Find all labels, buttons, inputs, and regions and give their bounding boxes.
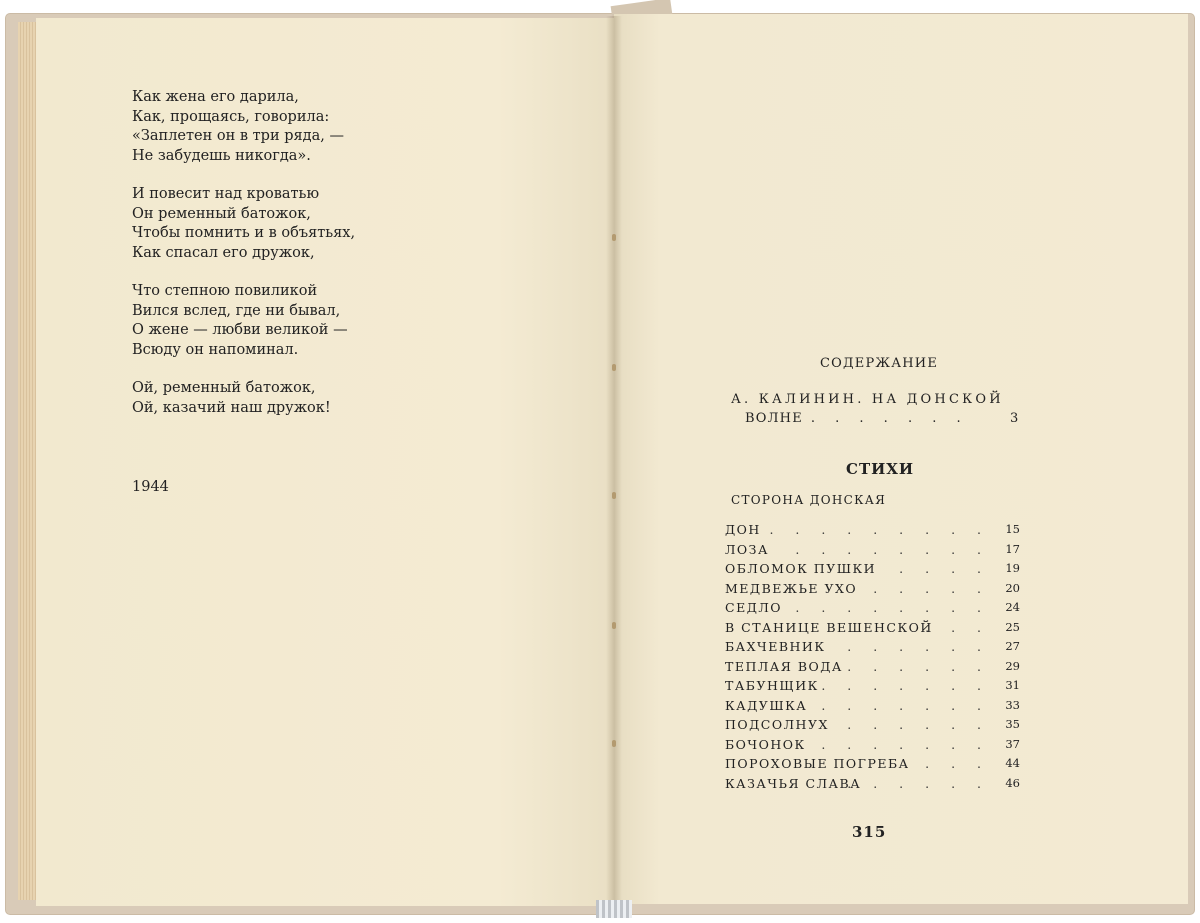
poem-line: «Заплетен он в три ряда, —	[132, 128, 344, 144]
binding-stitch	[612, 622, 616, 629]
binding-stitch	[612, 740, 616, 747]
toc-entry	[725, 522, 1020, 542]
toc-entry	[725, 756, 1020, 776]
toc-entry	[725, 542, 1020, 562]
poem-line: Не забудешь никогда».	[132, 147, 311, 164]
toc-page-number: 33	[1005, 697, 1020, 712]
poem-text	[132, 88, 432, 437]
toc-page-number: 19	[1005, 561, 1020, 575]
toc-page-number: 29	[1005, 658, 1020, 673]
toc-entry-title: ЛОЗА	[725, 541, 769, 557]
toc-leader-dots: . . . . . .	[847, 717, 990, 732]
toc-leader-dots: . . . . . . .	[821, 697, 990, 713]
book-gutter	[606, 16, 622, 906]
toc-leader-dots: . . . . .	[873, 580, 990, 596]
toc-leader-dots: . . . . . . .	[810, 411, 969, 426]
toc-page-number: 15	[1005, 522, 1020, 536]
toc-entry	[725, 737, 1020, 757]
toc-entries	[725, 522, 1020, 795]
toc-entry	[725, 620, 1020, 640]
toc-page-number: 24	[1005, 600, 1020, 614]
toc-entry	[725, 659, 1020, 679]
toc-entry-title: БАХЧЕВНИК	[725, 639, 826, 654]
poem-line: Ой, ременный батожок,	[132, 380, 316, 396]
toc-leader-dots: . . . .	[899, 561, 990, 576]
toc-subsection-title: СТОРОНА ДОНСКАЯ	[731, 493, 887, 507]
toc-leader-dots: . . . . . .	[847, 639, 990, 654]
toc-entry-title: ТАБУНЩИК	[725, 678, 819, 693]
toc-entry	[725, 561, 1020, 581]
toc-page-number: 20	[1005, 580, 1020, 595]
toc-intro-entry	[731, 392, 1031, 426]
toc-page-number: 46	[1005, 775, 1020, 790]
poem-line: И повесит над кроватью	[132, 186, 320, 202]
toc-entry	[725, 698, 1020, 718]
toc-entry-title: КАЗАЧЬЯ СЛАВА	[725, 775, 862, 791]
toc-entry-title: БОЧОНОК	[725, 736, 806, 752]
toc-page-number: 31	[1005, 678, 1020, 692]
binding-stitch	[612, 364, 616, 371]
toc-page-number: 44	[1005, 756, 1020, 770]
poem-line: Как, прощаясь, говорила:	[132, 108, 330, 125]
poem-year: 1944	[132, 479, 169, 495]
toc-intro-continuation	[731, 411, 1031, 426]
toc-entry-title: В СТАНИЦЕ ВЕШЕНСКОЙ	[725, 619, 933, 635]
poem-stanza	[132, 282, 432, 360]
toc-entry-title: МЕДВЕЖЬЕ УХО	[725, 580, 858, 596]
toc-section-title: СТИХИ	[846, 460, 915, 478]
poem-line: Ой, казачий наш дружок!	[132, 399, 331, 416]
poem-line: Вился вслед, где ни бывал,	[132, 302, 341, 319]
toc-entry-title: КАДУШКА	[725, 697, 808, 713]
toc-entry-title: ОБЛОМОК ПУШКИ	[725, 561, 877, 576]
toc-leader-dots: . . . . . . . . .	[769, 522, 990, 537]
toc-entry	[725, 776, 1020, 796]
poem-stanza	[132, 379, 432, 418]
toc-page-number: 27	[1005, 639, 1020, 653]
toc-leader-dots: . . . . . .	[847, 658, 990, 674]
poem-line: Всюду он напоминал.	[132, 341, 299, 358]
toc-entry-title: ДОН	[725, 522, 761, 537]
poem-line: Что степною повиликой	[132, 283, 318, 299]
toc-entry-title: ПОДСОЛНУХ	[725, 717, 829, 732]
toc-page-number: 17	[1005, 541, 1020, 556]
toc-intro-title-end: ВОЛНЕ	[745, 411, 803, 426]
toc-leader-dots: . . .	[925, 619, 990, 635]
poem-line: Чтобы помнить и в объятьях,	[132, 225, 356, 241]
toc-leader-dots: . . . . . . .	[821, 736, 990, 752]
spine-headband	[596, 900, 632, 918]
toc-leader-dots: . . . . . . .	[821, 678, 990, 693]
toc-leader-dots: . . . . . . . .	[795, 600, 990, 615]
toc-page-number: 35	[1005, 717, 1020, 731]
toc-entry	[725, 600, 1020, 620]
poem-stanza	[132, 88, 432, 166]
toc-leader-dots: . . .	[925, 756, 990, 771]
toc-heading: СОДЕРЖАНИЕ	[820, 356, 939, 371]
toc-entry	[725, 639, 1020, 659]
poem-line: Как жена его дарила,	[132, 89, 299, 105]
toc-page-number: 37	[1005, 736, 1020, 751]
toc-leader-dots: . . . . . . . .	[795, 541, 990, 557]
toc-entry	[725, 717, 1020, 737]
toc-entry-title: СЕДЛО	[725, 600, 783, 615]
toc-entry-title: ТЕПЛАЯ ВОДА	[725, 658, 843, 674]
toc-entry	[725, 678, 1020, 698]
toc-entry-title: ПОРОХОВЫЕ ПОГРЕБА	[725, 756, 910, 771]
toc-page-number: 3	[1010, 411, 1020, 426]
page-number: 315	[852, 823, 887, 841]
poem-stanza	[132, 185, 432, 263]
toc-intro-title: А. КАЛИНИН. НА ДОНСКОЙ	[731, 392, 1004, 407]
toc-page-number: 25	[1005, 619, 1020, 634]
binding-stitch	[612, 234, 616, 241]
toc-leader-dots: . . . . . .	[847, 775, 990, 791]
poem-line: О жене — любви великой —	[132, 322, 348, 338]
poem-line: Он ременный батожок,	[132, 205, 311, 222]
binding-stitch	[612, 492, 616, 499]
poem-line: Как спасал его дружок,	[132, 244, 315, 261]
toc-entry	[725, 581, 1020, 601]
